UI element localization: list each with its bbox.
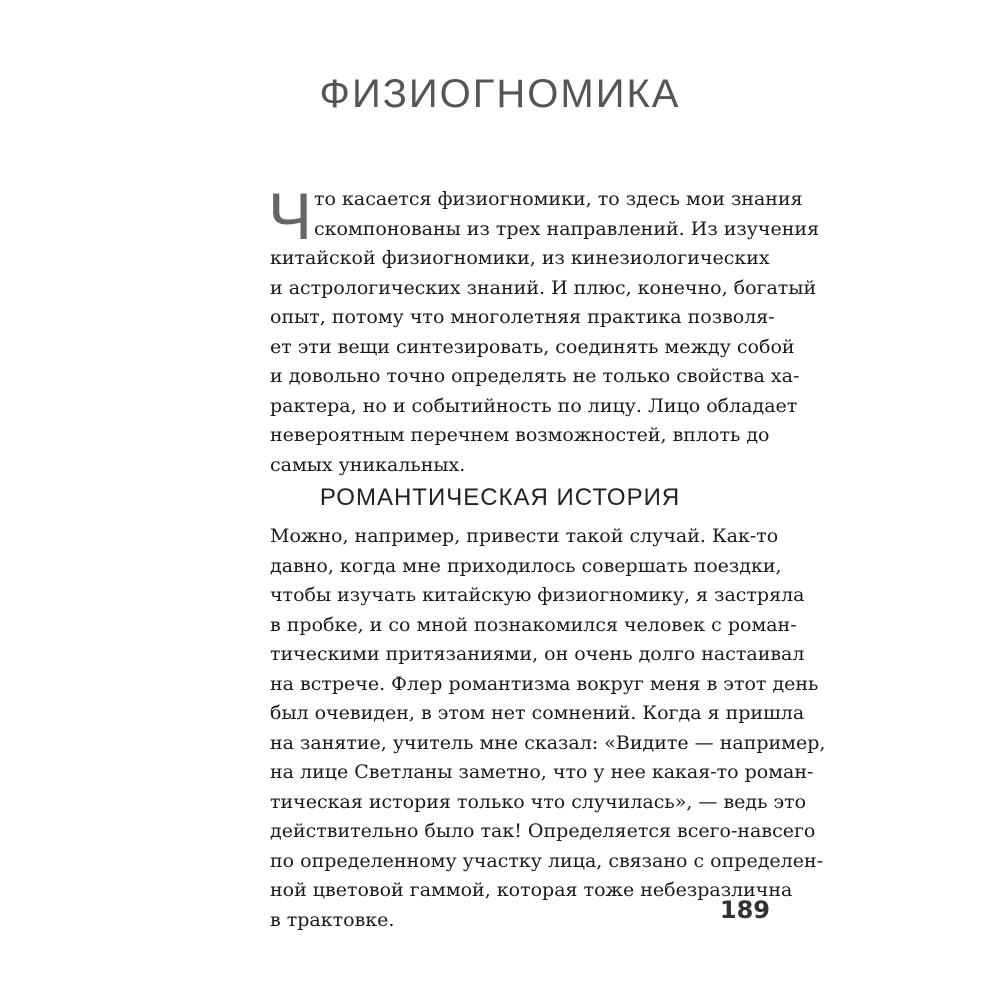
text-line: и довольно точно определять не только свойства ха- (270, 365, 800, 387)
text-line: в пробке, и со мной познакомился человек с роман- (270, 613, 797, 636)
text-line: на встрече. Флер романтизма вокруг меня в этот день (270, 672, 819, 695)
text-line: давно, когда мне приходилось совершать поездки, (270, 554, 782, 577)
text-line: на занятие, учитель мне сказал: «Видите — например, (270, 731, 826, 754)
text-line: в трактовке. (270, 908, 395, 931)
text-line: тическими притязаниями, он очень долго настаивал (270, 643, 805, 665)
section-heading: РОМАНТИЧЕСКАЯ ИСТОРИЯ (319, 484, 681, 511)
text-line: скомпонованы из трех направлений. Из изучения (314, 217, 820, 240)
text-line: невероятным перечнем возможностей, вплоть до (270, 424, 770, 446)
text-line: опыт, потому что многолетняя практика позволя- (270, 306, 775, 328)
page-number: 189 (719, 896, 770, 924)
text-line: ет эти вещи синтезировать, соединять между собой (270, 335, 795, 358)
text-line: по определенному участку лица, связано с определен- (270, 849, 824, 872)
text-line: ной цветовой гаммой, которая тоже небезразлична (270, 879, 793, 901)
text-line: чтобы изучать китайскую физиогномику, я застряла (270, 584, 805, 606)
text-line: китайской физиогномики, из кинезиологических (270, 247, 770, 269)
text-line: самых уникальных. (270, 453, 466, 476)
text-line: то касается физиогномики, то здесь мои знания (314, 188, 803, 210)
text-line: тическая история только что случилась», — ведь это (270, 790, 807, 813)
intro-paragraph (268, 179, 820, 480)
text-line: действительно было так! Определяется всего-навсего (270, 820, 816, 842)
section-paragraph (270, 522, 826, 935)
chapter-title: ФИЗИОГНОМИКА (319, 72, 681, 116)
drop-cap: Ч (268, 179, 312, 253)
text-line: был очевиден, в этом нет сомнений. Когда я пришла (270, 702, 805, 724)
text-line: на лице Светланы заметно, что у нее какая-то роман- (270, 761, 814, 783)
text-line: Можно, например, привести такой случай. Как-то (270, 525, 779, 547)
text-line: и астрологических знаний. И плюс, конечно, богатый (270, 276, 817, 299)
text-line: рактера, но и событийность по лицу. Лицо обладает (270, 394, 798, 417)
